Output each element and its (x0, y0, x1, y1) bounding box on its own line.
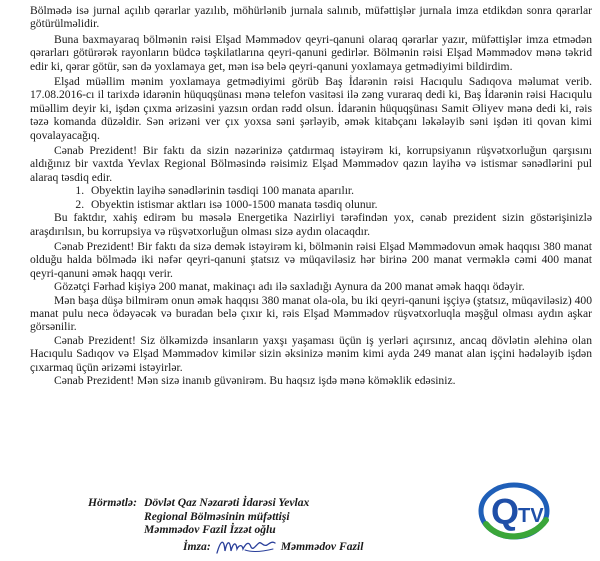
paragraph-10: Cənab Prezident! Mən sizə inanıb güvənirəm. Bu haqsız işdə mənə köməklik edəsiniz. (54, 373, 456, 387)
paragraph-4: Cənab Prezident! Bir faktı da sizin nəzərinizə çatdırmaq istəyirəm ki, korrupsiyanın rüşvətxorluğun qarşısını aldığınız bir vaxtda Yevlax Regional Bölməsində rəisimiz Elşad Məmmədov qazın layihə və istismar sənədlərini pul alaraq təsdiq edir. (30, 144, 592, 184)
paragraph-2: Buna baxmayaraq bölmənin rəisi Elşad Məmmədov qeyri-qanuni olaraq qərarlar yazır, müfəttişlər imza etmədən qərarları götürərək rayonların büdcə təşkilatlarına qeyri-qanuni gedirlər. Bölmənin rəisi Elşad Məmmədov mənə təkrid edir ki, qərar götür, sən də yoxlamaya get, mən isə belə qeyri-qanuni yoxlamaya getmədiyimi bildirdim. (30, 32, 592, 73)
imza-label: İmza: (183, 539, 211, 553)
signature-line-1: Dövlət Qaz Nəzarəti İdarəsi Yevlax (144, 496, 310, 509)
qtv-logo-icon (474, 480, 558, 542)
signature-line-3: Məmmədov Fazil İzzət oğlu (144, 523, 276, 537)
numbered-list (30, 184, 592, 211)
paragraph-8: Mən başa düşə bilmirəm onun əmək haqqısı 380 manat ola-ola, bu iki qeyri-qanuni işçiyə (ştatsız, müqaviləsiz) 400 manat pulu necə ödəyəcək və buradan belə çıxır ki, rəis Elşad Məmmədov rüşvətxorluqla məşğul olması aydın aşkar görsənilir. (30, 293, 592, 334)
paragraph-7: Gözətçi Fərhad kişiyə 200 manat, makinaçı adı ilə saxladığı Aynura da 200 manat əmək haqqı ödəyir. (54, 280, 525, 294)
signature-block (88, 496, 309, 537)
logo-letters-tv: TV (518, 505, 544, 527)
list-item: 1. Obyektin layihə sənədlərinin təsdiqi 100 manata aparılır. (87, 184, 592, 197)
paragraph-1: Bölmədə isə jurnal açılıb qərarlar yazılıb, möhürlənib jurnala salınıb, müfəttişlər jurnala imza etdikdən sonra qərarlar götürülməlidir. (30, 4, 592, 31)
regards-label: Hörmətlə: (88, 496, 137, 509)
logo-letter-q: Q (491, 491, 520, 532)
list-item: 2. Obyektin istismar aktları isə 1000-1500 manata təsdiq olunur. (87, 198, 592, 211)
signature-line-2: Regional Bölməsinin müfəttişi (144, 509, 290, 523)
imza-row (183, 535, 363, 557)
paragraph-6: Cənab Prezident! Bir faktı da sizə demək istəyirəm ki, bölmənin rəisi Elşad Məmmədovun əmək haqqısı 380 manat olduğu halda bölmədə iki nəfər qeyri-qanuni ştatsız və müqaviləsiz hər birinə 200 manat verməklə cəmi 400 manat qeyri-qanuni əmək haqqı verir. (30, 239, 592, 280)
paragraph-9: Cənab Prezident! Siz ölkəmizdə insanların yaxşı yaşaması üçün iş yerləri açırsınız, ancaq dövlətin əlehinə olan Hacıqulu Sadıqov və Elşad Məmmədov kimilər sizin əksinizə mənim kimi ayda 249 manat alan işçini hədələyib işdən çıxarmaq üçün ərizəmi istəyirlər. (30, 333, 592, 374)
letter-body (30, 4, 592, 387)
handwritten-signature-icon (215, 535, 277, 557)
paragraph-5: Bu faktdır, xahiş edirəm bu məsələ Energetika Nazirliyi tərəfindən yox, cənab prezident sizin göstərişinizlə araşdırılsın, bu korrupsiya və rüşvətxorluğun olması sizə aydın olacaqdır. (30, 211, 592, 238)
paragraph-3: Elşad müəllim mənim yoxlamaya getmədiyimi görüb Baş İdarənin rəisi Hacıqulu Sadıqova məlumat verib. 17.08.2016-cı il tarixdə idarənin hüquqşünası mənə telefon vasitəsi ilə zəng vuraraq dedi ki, Baş İdarənin rəisi Hacıqulu müəllim deyir ki, işdən çıxma ərizəsini yazsın ordan rədd olsun. İdarənin hüquqşünası Samit Əliyev mənə dedi ki, rəis təzə komanda düzəldir. Sən ərizəni ver çıx yoxsa səni şərləyib, əmək kitabçanı ləkələyib səni işdən iti qovan kimi qovalayacağıq. (30, 75, 592, 142)
imza-name: Məmmədov Fazil (280, 539, 364, 553)
